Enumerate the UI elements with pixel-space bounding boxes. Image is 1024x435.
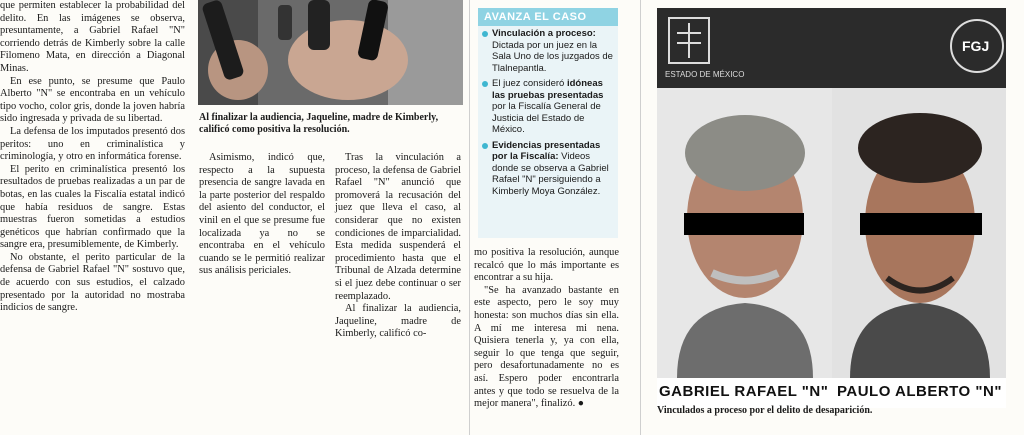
paragraph: En ese punto, se presume que Paulo Alberto "N" se encontraba en un vehículo tipo vocho, color gris, donde la joven habría sido ingresada y privada de su libertad. bbox=[0, 75, 185, 125]
fact-text: El juez consideró bbox=[492, 78, 567, 89]
microphones-illustration bbox=[198, 0, 463, 105]
article-column-1 bbox=[0, 0, 185, 315]
fact-bold: idóneas las pruebas presentadas bbox=[492, 78, 604, 101]
bullet-icon bbox=[482, 143, 488, 149]
paragraph: "Se ha avanzado bastante en este aspecto, pero le soy muy honesta: son muchos días sin ella. A mí me interesa mi nena. Quisiera tenerla y, ya con ella, seguir lo que tenga que seguir, pero desafortunadamente no es así. Espero poder encontrarla antes y que todo se resuelva de la mejor manera", finalizó. ● bbox=[474, 284, 619, 410]
fact-text: Videos donde se observa a Gabriel Rafael "N" persiguiendo a Kimberly Moya González. bbox=[492, 151, 609, 197]
bullet-icon bbox=[482, 81, 488, 87]
fact-item bbox=[478, 138, 618, 200]
suspect-2-name: PAULO ALBERTO "N" bbox=[837, 383, 1002, 400]
paragraph: Asimismo, indicó que, respecto a la supuesta presencia de sangre lavada en la parte posterior del respaldo del asiento del conductor, el vinil en el que se presume fue localizada ya no se encontraba en el vehículo cuando se le permitió realizar sus análisis periciales. bbox=[199, 152, 325, 277]
paragraph: Tras la vinculación a proceso, la defensa de Gabriel Rafael "N" anunció que promoverá la recusación del juez que lleva el caso, al considerar que no existen condiciones de imparcialidad. Esta medida suspenderá el procedimiento hasta que el Tribunal de Alzada determine si el juez debe continuar o ser reemplazado. bbox=[335, 152, 461, 302]
paragraph: No obstante, el perito particular de la defensa de Gabriel Rafael "N" sostuvo que, de acuerdo con sus estudios, el calzado presentado por la autoridad no mostraba indicios de sangre. bbox=[0, 251, 185, 314]
censor-bar bbox=[860, 213, 982, 235]
bullet-icon bbox=[482, 31, 488, 37]
article-subcolumn-left bbox=[199, 152, 325, 278]
fact-text: Dictada por un juez en la Sala Uno de los juzgados de Tlalnepantla. bbox=[492, 39, 613, 74]
paragraph: mo positiva la resolución, aunque recalcó que lo más importante es encontrar a su hija. bbox=[474, 247, 619, 284]
fact-text: por la Fiscalía General de Justicia del Estado de México. bbox=[492, 101, 601, 135]
fact-item bbox=[478, 26, 618, 76]
estado-de-mexico-label: ESTADO DE MÉXICO bbox=[665, 70, 745, 79]
paragraph: que permiten establecer la probabilidad del delito. En las imágenes se observa, presuntamente, a Gabriel Rafael "N" corriendo detrás de Kimberly sobre la calle Filomeno Mata, en dirección a Diagonal Minas. bbox=[0, 0, 185, 74]
photo-caption: Al finalizar la audiencia, Jaqueline, madre de Kimberly, calificó como positiva la resolución. bbox=[199, 112, 439, 135]
fgj-logo-bar bbox=[657, 8, 1006, 88]
article-column-3 bbox=[474, 247, 619, 411]
case-factbox bbox=[478, 8, 618, 238]
suspects-photo bbox=[657, 8, 1006, 408]
fgj-logo-text: FGJ bbox=[962, 38, 990, 54]
censor-bar bbox=[684, 213, 804, 235]
fact-bold: Evidencias presentadas por la Fiscalía: bbox=[492, 139, 601, 162]
paragraph: La defensa de los imputados presentó dos peritos: uno en criminalística y criminología, y otro en informática forense. bbox=[0, 125, 185, 163]
press-microphones-photo bbox=[198, 0, 463, 105]
paragraph: Al finalizar la audiencia, Jaqueline, madre de Kimberly, calificó co- bbox=[335, 303, 461, 340]
column-divider bbox=[640, 0, 641, 435]
fact-bold: Vinculación a proceso: bbox=[492, 28, 596, 39]
fact-item bbox=[478, 76, 618, 138]
suspect-1-name: GABRIEL RAFAEL "N" bbox=[659, 383, 829, 400]
paragraph: El perito en criminalística presentó los resultados de pruebas realizadas a un par de botas, en las cuales la Fiscalía estatal indicó que había residuos de sangre. Estas muestras fueron sometidas a estudios genéticos que habrían confirmado que la sangre era, presumiblemente, de Kimberly. bbox=[0, 163, 185, 251]
article-subcolumn-right bbox=[335, 152, 461, 341]
photo-caption: Vinculados a proceso por el delito de desaparición. bbox=[657, 405, 873, 416]
factbox-title: AVANZA EL CASO bbox=[478, 8, 618, 26]
column-divider bbox=[469, 0, 470, 435]
